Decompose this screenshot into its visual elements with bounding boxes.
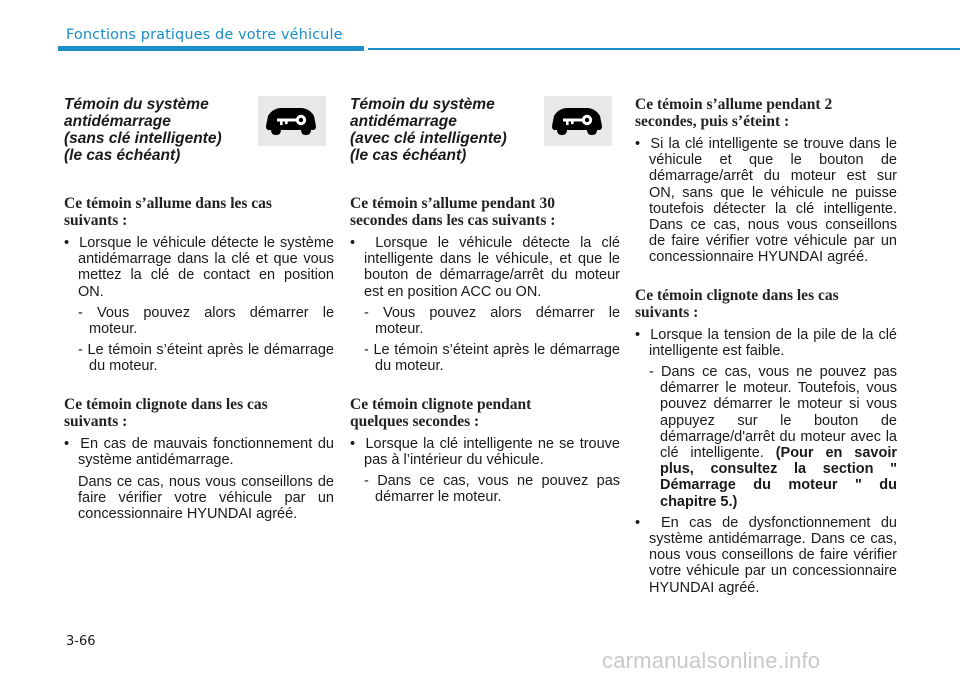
heading-line: quelques secondes : <box>350 412 480 430</box>
heading-line: Ce témoin s’allume dans les cas <box>64 195 272 212</box>
heading-line: Ce témoin s’allume pendant 2 <box>635 96 833 113</box>
section-heading <box>635 287 897 321</box>
title-line: (le cas échéant) <box>64 147 181 164</box>
dash-text: Dans ce cas, vous ne pouvez pas démarrer le moteur. <box>375 473 621 506</box>
heading-line: Ce témoin clignote dans les cas <box>64 395 268 413</box>
dash-item: - Vous pouvez alors démarrer le moteur. <box>364 304 621 338</box>
title-line: antidémarrage <box>64 113 171 130</box>
dash-text: Le témoin s’éteint après le démarrage du moteur. <box>373 342 620 375</box>
heading-line: secondes dans les cas suivants : <box>350 212 556 229</box>
dash-text: Vous pouvez alors démarrer le moteur. <box>89 304 335 338</box>
dash-item: - Le témoin s’éteint après le démarrage du moteur. <box>364 342 620 375</box>
bullet-item: • Lorsque le véhicule détecte la clé intelligente dans le véhicule, et que le bouton de démarrage/arrêt du moteur est en position ACC ou ON. <box>350 235 620 300</box>
dash-item: - Le témoin s’éteint après le démarrage du moteur. <box>78 342 334 375</box>
bullet-text: Lorsque le véhicule détecte la clé intelligente dans le véhicule, et que le bouton de démarrage/arrêt du moteur est en position ACC ou ON. <box>364 235 620 300</box>
bullet-item: • En cas de mauvais fonctionnement du système antidémarrage. <box>64 435 334 468</box>
bullet-item: • En cas de dysfonctionnement du système antidémarrage. Dans ce cas, nous vous conseillons de faire vérifier votre véhicule par un concessionnaire HYUNDAI agréé. <box>635 514 897 596</box>
dash-text: Le témoin s’éteint après le démarrage du moteur. <box>87 342 334 375</box>
section-header-title: Fonctions pratiques de votre véhicule <box>66 27 343 43</box>
bullet-item: • Lorsque la tension de la pile de la clé intelligente est faible. <box>635 326 897 359</box>
title-line: Témoin du système <box>350 96 495 113</box>
dash-text: Dans ce cas, vous ne pouvez pas démarrer le moteur. Toutefois, vous pouvez démarrer le moteur si vous appuyez sur le bouton de démarrage/d'arrêt du moteur avec la clé intelligente. <box>660 364 897 462</box>
title-line: (avec clé intelligente) <box>350 130 507 147</box>
continuation-text: Dans ce cas, nous vous conseillons de faire vérifier votre véhicule par un concessionnaire HYUNDAI agréé. <box>78 474 334 523</box>
car-key-icon <box>544 96 612 146</box>
immobilizer-indicator-box <box>544 96 612 146</box>
watermark: carmanualsonline.info <box>602 648 821 673</box>
bullet-text: En cas de dysfonctionnement du système antidémarrage. Dans ce cas, nous vous conseillons de faire vérifier votre véhicule par un concessionnaire HYUNDAI agréé. <box>649 514 897 596</box>
section-heading <box>635 96 897 130</box>
page-number: 3-66 <box>66 634 96 649</box>
bullet-text: Lorsque la tension de la pile de la clé intelligente est faible. <box>649 326 897 359</box>
indicator-title <box>350 96 540 164</box>
cross-reference-note: (Pour en savoir plus, consultez la section " Démarrage du moteur " du chapitre 5.) <box>660 445 898 510</box>
heading-line: secondes, puis s’éteint : <box>635 113 790 130</box>
bullet-text: Lorsque le véhicule détecte le système antidémarrage dans la clé et que vous mettez la clé de contact en position ON. <box>78 235 334 300</box>
bullet-text: Si la clé intelligente se trouve dans le véhicule et que le bouton de démarrage/arrêt du moteur est sur ON, sans que le véhicule ne puisse toutefois détecter la clé intelligente. Dans ce cas, nous vous conseillons de faire vérifier votre véhicule par un concessionnaire HYUNDAI agréé. <box>649 136 897 266</box>
car-key-icon <box>258 96 326 146</box>
heading-line: suivants : <box>635 303 699 321</box>
section-heading <box>350 195 620 229</box>
section-heading <box>350 396 620 430</box>
header-rule-thin <box>368 48 960 50</box>
header-rule-thick <box>58 46 364 51</box>
indicator-title <box>64 96 254 164</box>
dash-item: - Dans ce cas, vous ne pouvez pas démarrer le moteur. Toutefois, vous pouvez démarrer le moteur si vous appuyez sur le bouton de démarrage/d'arrêt du moteur avec la clé intelligente. (Pour en savoir plus, consultez la section " Démarrage du moteur " du chapitre 5.) <box>649 364 898 510</box>
bullet-item: • Lorsque le véhicule détecte le système antidémarrage dans la clé et que vous mettez la clé de contact en position ON. <box>64 235 334 300</box>
dash-text: Vous pouvez alors démarrer le moteur. <box>375 304 621 338</box>
immobilizer-indicator-box <box>258 96 326 146</box>
section-heading <box>64 396 334 430</box>
column-right <box>635 96 897 596</box>
bullet-item: • Si la clé intelligente se trouve dans le véhicule et que le bouton de démarrage/arrêt du moteur est sur ON, sans que le véhicule ne puisse toutefois détecter la clé intelligente. Dans ce cas, nous vous conseillons de faire vérifier votre véhicule par un concessionnaire HYUNDAI agréé. <box>635 136 897 266</box>
title-line: Témoin du système <box>64 96 209 113</box>
heading-line: suivants : <box>64 212 128 229</box>
column-left <box>64 96 334 523</box>
dash-item: - Vous pouvez alors démarrer le moteur. <box>78 304 335 338</box>
title-line: antidémarrage <box>350 113 457 130</box>
title-line: (sans clé intelligente) <box>64 130 222 147</box>
heading-line: Ce témoin clignote pendant <box>350 395 532 413</box>
heading-line: suivants : <box>64 412 128 430</box>
bullet-item: • Lorsque la clé intelligente ne se trouve pas à l’intérieur du véhicule. <box>350 435 620 468</box>
bullet-text: Lorsque la clé intelligente ne se trouve pas à l’intérieur du véhicule. <box>364 435 620 468</box>
heading-line: Ce témoin s’allume pendant 30 <box>350 195 555 212</box>
title-line: (le cas échéant) <box>350 147 467 164</box>
section-heading <box>64 195 334 229</box>
heading-line: Ce témoin clignote dans les cas <box>635 286 839 304</box>
dash-item: - Dans ce cas, vous ne pouvez pas démarrer le moteur. <box>364 473 621 506</box>
bullet-text: En cas de mauvais fonctionnement du système antidémarrage. <box>78 435 334 468</box>
column-middle <box>350 96 620 505</box>
